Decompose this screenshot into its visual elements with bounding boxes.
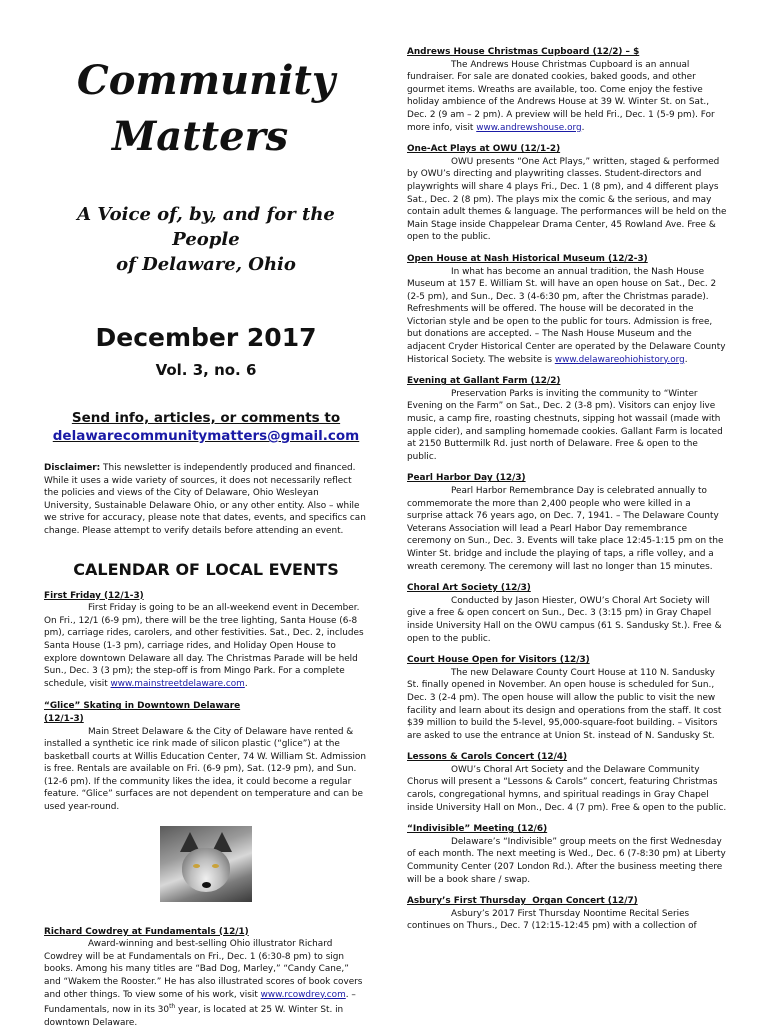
tagline-line1: A Voice of, by, and for the People bbox=[77, 204, 335, 250]
event-body: OWU presents “One Act Plays,” written, staged & performed by OWU’s directing and playwriting classes. Student-directors and playwrights will share 4 plays Fri., Dec. 1 (8 pm), and 4 different plays Sat., Dec. 2 (8 pm). The plays mix the comic & the serious, and may contain adult themes & language. The performances will be held on the Main Stage inside Chappelear Drama Center, 45 Rowland Ave. Free & open to the public. bbox=[407, 156, 727, 243]
event-title: Open House at Nash Historical Museum (12/2-3) bbox=[407, 253, 648, 264]
contact-email-link[interactable]: delawarecommunitymatters@gmail.com bbox=[52, 428, 360, 444]
event-link[interactable]: www.andrewshouse.org bbox=[476, 122, 582, 133]
event-link[interactable]: www.delawareohiohistory.org bbox=[554, 354, 685, 365]
event-title: Evening at Gallant Farm (12/2) bbox=[407, 376, 561, 387]
event-body: Main Street Delaware & the City of Delaware have rented & installed a synthetic ice rink made of silicon plastic (“glice”) at the basketball courts at Willis Education Center, 74 W. William St. Admission is free. Rentals are available on Fri. (6-9 pm), Sat. (12-9 pm), and Sun. (12-6 pm). If the community likes the idea, it could become a regular feature. “Glice” surfaces are not dependent on temperature and can be used year-round. bbox=[44, 726, 366, 813]
newsletter-title-line2: Matters bbox=[112, 113, 289, 160]
event-body: Preservation Parks is inviting the community to “Winter Evening on the Farm” on Sat., Dec. 2 (3-8 pm). Visitors can enjoy live music, a camp fire, roasting chestnuts, sipping hot wassail (made with apple cider), and sampling homemade cookies. Gallant Farm is located at 2150 Buttermilk Rd. just north of Delaware. Free & open to the public. bbox=[407, 388, 723, 462]
event-title: Choral Art Society (12/3) bbox=[407, 583, 531, 594]
event-gallant-farm bbox=[407, 375, 727, 463]
disclaimer bbox=[44, 462, 368, 538]
event-first-friday bbox=[44, 590, 368, 691]
masthead bbox=[44, 56, 368, 277]
event-body: First Friday is going to be an all-weekend event in December. On Fri., 12/1 (6-9 pm), there will be the tree lighting, Santa House (6-8 pm), carriage rides, carolers, and other festivities. Sat., Dec. 2, includes Santa House (1-3 pm), carriage rides, and Holiday Open House to explore downtown Delaware all day. The Christmas Parade will be held Sun., Dec. 3 (3 pm); the step-off is from Mingo Park. For a complete schedule, visit www.mainstreetdelaware.com. bbox=[44, 603, 364, 689]
event-link[interactable]: www.mainstreetdelaware.com bbox=[110, 678, 245, 689]
newsletter-title-line1: Community bbox=[76, 57, 336, 104]
event-title: Asbury’s First Thursday Organ Concert (12/7) bbox=[407, 896, 638, 907]
event-richard-cowdrey bbox=[44, 926, 368, 1029]
event-body: OWU’s Choral Art Society and the Delaware Community Chorus will present a “Lessons & Carols” concert, featuring Christmas carols, congregational hymns, and spiritual readings in Gray Chapel inside University Hall on Mon., Dec. 4 (7 pm). Free & open to the public. bbox=[407, 764, 727, 813]
event-body: Conducted by Jason Hiester, OWU’s Choral Art Society will give a free & open concert on Sun., Dec. 3 (3:15 pm) in Gray Chapel inside University Hall on the OWU campus (61 S. Sandusky St.). Free & open to the public. bbox=[407, 595, 722, 644]
event-andrews-house bbox=[407, 46, 727, 134]
event-body: Delaware’s “Indivisible” group meets on the first Wednesday of each month. The next meeting is Wed., Dec. 6 (7-8:30 pm) at Liberty Community Center (207 London Rd.). After the business meeting there will be a book share / swap. bbox=[407, 836, 726, 885]
event-nash-museum bbox=[407, 253, 727, 366]
event-asbury-organ-concert bbox=[407, 895, 727, 933]
disclaimer-text: This newsletter is independently produced and financed. While it uses a wide variety of sources, it does not necessarily reflect the policies and views of the City of Delaware, Ohio Wesleyan University, Sustainable Delaware Ohio, or any other entity. Also – while we strive for accuracy, please note that dates, events, and specifics can change. Please attempt to verify details before attending an event. bbox=[44, 463, 366, 536]
event-link[interactable]: www.rcowdrey.com bbox=[260, 989, 346, 1000]
event-title: “Indivisible” Meeting (12/6) bbox=[407, 824, 548, 835]
event-title: One-Act Plays at OWU (12/1-2) bbox=[407, 144, 561, 155]
event-title: Andrews House Christmas Cupboard (12/2) – $ bbox=[407, 47, 640, 57]
event-body: Asbury’s 2017 First Thursday Noontime Recital Series continues on Thurs., Dec. 7 (12:15-12:45 pm) with a collection of bbox=[407, 908, 697, 932]
event-body: In what has become an annual tradition, the Nash House Museum at 157 E. William St. will have an open house on Sat., Dec. 2 (2-5 pm), and Sun., Dec. 3 (4-6:30 pm, after the Christmas parade). Refreshments will be offered. The house will be decorated in the Victorian style and be open to the public for tours. Admission is free, but donations are accepted. – The Nash House Museum and the adjacent Cryder Historical Center are operated by the Delaware County Historical Society. The website is www.delawareohiohistory.org. bbox=[407, 266, 726, 365]
event-title: Court House Open for Visitors (12/3) bbox=[407, 655, 590, 666]
event-lessons-carols bbox=[407, 751, 727, 814]
event-body: The new Delaware County Court House at 110 N. Sandusky St. finally opened in November. An open house is scheduled for Sun., Dec. 3 (2-4 pm). The open house will allow the public to visit the new facility and learn about its design and operations from the staff. It cost $39 million to build the 5-level, 95,000-square-foot building. – Visitors are asked to use the entrance at Union St. instead of N. Sandusky St. bbox=[407, 667, 722, 741]
disclaimer-label: Disclaimer: bbox=[44, 463, 101, 473]
event-body: Award-winning and best-selling Ohio illustrator Richard Cowdrey will be at Fundamentals on Fri., Dec. 1 (6:30-8 pm) to sign books. Among his many titles are “Bad Dog, Marley,” “Candy Cane,” and “Wakem the Rooster.” He has also illustrated scores of book covers and other things. To view some of his work, visit www.rcowdrey.com. – Fundamentals, now in its 30th year, is located at 25 W. Winter St. in downtown Delaware. bbox=[44, 939, 363, 1028]
tagline bbox=[44, 202, 368, 277]
event-indivisible-meeting bbox=[407, 823, 727, 886]
event-title: Pearl Harbor Day (12/3) bbox=[407, 473, 526, 484]
tagline-line2: of Delaware, Ohio bbox=[116, 254, 296, 275]
right-column bbox=[407, 40, 727, 933]
left-column bbox=[44, 40, 368, 1029]
issue-date: December 2017 bbox=[95, 323, 317, 352]
event-choral-art-society bbox=[407, 582, 727, 645]
event-body: The Andrews House Christmas Cupboard is an annual fundraiser. For sale are donated cookies, baked goods, and other gourmet items. Wreaths are available, too. Come enjoy the festive holiday ambience of the Andrews House at 39 W. Winter St. on Sat., Dec. 2 (9 am – 2 pm). A preview will be held Fri., Dec. 1 (5-9 pm). For more info, visit www.andrewshouse.org. bbox=[407, 59, 715, 133]
event-glice-skating bbox=[44, 700, 368, 813]
event-pearl-harbor bbox=[407, 472, 727, 573]
event-one-act-plays bbox=[407, 143, 727, 244]
event-title: Richard Cowdrey at Fundamentals (12/1) bbox=[44, 926, 249, 937]
send-info-label: Send info, articles, or comments to bbox=[71, 410, 341, 426]
send-info bbox=[44, 409, 368, 445]
calendar-heading: CALENDAR OF LOCAL EVENTS bbox=[73, 559, 339, 579]
event-title: First Friday (12/1-3) bbox=[44, 590, 144, 601]
event-title: “Glice” Skating in Downtown Delaware bbox=[44, 701, 241, 712]
wolf-illustration bbox=[160, 826, 252, 902]
event-court-house bbox=[407, 654, 727, 742]
issue-volume: Vol. 3, no. 6 bbox=[155, 361, 257, 379]
event-title: Lessons & Carols Concert (12/4) bbox=[407, 752, 568, 763]
event-title-dates: (12/1-3) bbox=[44, 713, 84, 724]
event-body: Pearl Harbor Remembrance Day is celebrated annually to commemorate the more than 2,400 people who were killed in a surprise attack 76 years ago, on Dec. 7, 1941. – The Delaware County Veterans Association will lead a Pearl Habor Day remembrance ceremony on Sun., Dec. 3. Events will take place 12:45-1:15 pm on the Winter St. bridge and include the playing of taps, a rifle volley, and a wreath ceremony. The ceremony will last no longer than 15 minutes. bbox=[407, 486, 724, 572]
